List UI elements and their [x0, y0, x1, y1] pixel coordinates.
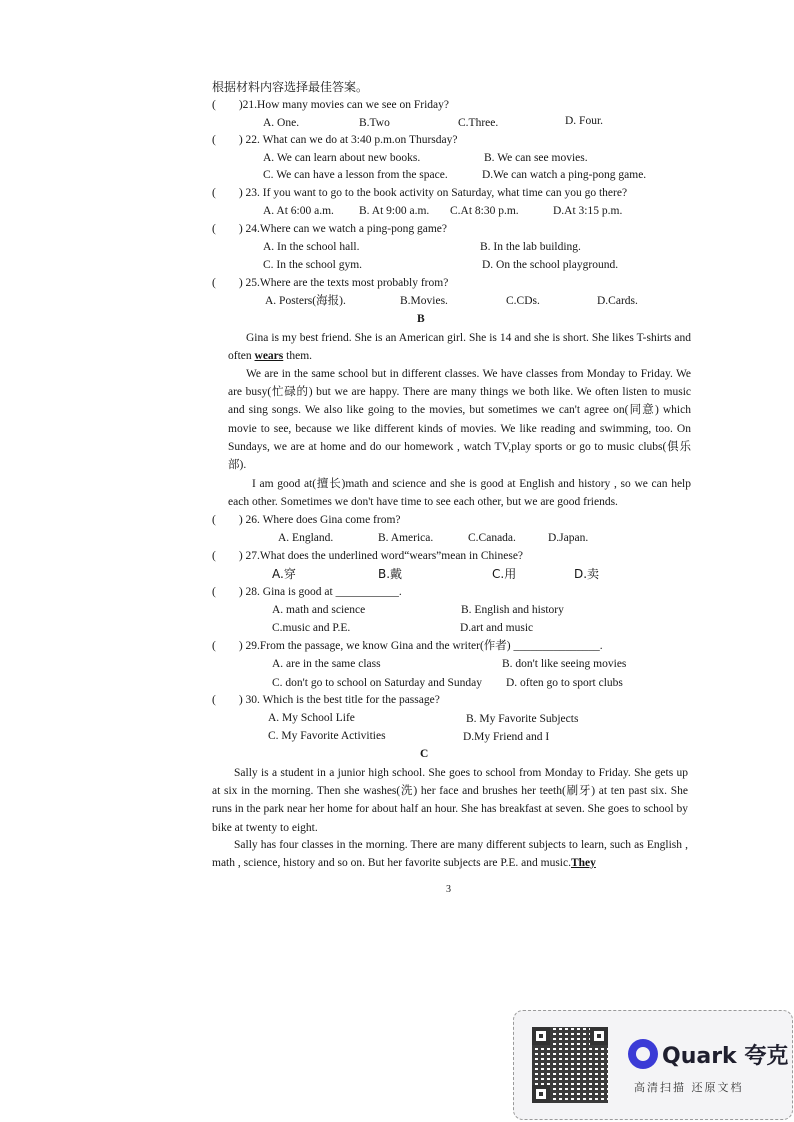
q28-option-d: D.art and music	[460, 622, 534, 634]
quark-watermark	[513, 1010, 793, 1120]
question-27-stem: ( ) 27.What does the underlined word“wears”mean in Chinese?	[212, 550, 524, 562]
underlined-word-they: They	[570, 857, 596, 870]
q28-option-a: A. math and science	[272, 604, 366, 616]
q25-option-d: D.Cards.	[597, 295, 638, 307]
q24-option-b: B. In the lab building.	[480, 241, 581, 253]
instruction-header: 根据材料内容选择最佳答案。	[212, 80, 369, 94]
q29-option-a: A. are in the same class	[272, 658, 381, 670]
q28-option-c: C.music and P.E.	[272, 622, 351, 634]
q25-option-b: B.Movies.	[400, 295, 448, 307]
q29-option-d: D. often go to sport clubs	[506, 677, 623, 689]
question-22-stem: ( ) 22. What can we do at 3:40 p.m.on Thursday?	[212, 134, 458, 146]
qr-code-icon	[532, 1027, 608, 1103]
q27-option-d: D.卖	[574, 567, 600, 581]
question-28-stem: ( ) 28. Gina is good at ___________.	[212, 586, 402, 598]
q22-option-b: B. We can see movies.	[484, 152, 588, 164]
passage-c-p2-text: Sally has four classes in the morning. There are many different subjects to learn, such as English , math , science, history and so on. But her favorite subjects are P.E. and music.	[212, 839, 688, 870]
q29-option-c: C. don't go to school on Saturday and Sunday	[272, 677, 483, 689]
section-c-heading: C	[420, 748, 429, 760]
question-21-stem: ( )21.How many movies can we see on Friday?	[212, 99, 449, 111]
q23-option-a: A. At 6:00 a.m.	[263, 205, 334, 217]
q26-option-d: D.Japan.	[548, 532, 589, 544]
q23-option-b: B. At 9:00 a.m.	[359, 205, 430, 217]
passage-c-paragraph-2	[212, 836, 688, 872]
passage-b-paragraph-2: We are in the same school but in different classes. We have classes from Monday to Friday. We are busy(忙碌的) but we are happy. There are many things we both like. We often listen to music and sing songs. We also like going to the movies, but sometimes we can't agree on(同意) which movie to see, because we like different kinds of movies. We like reading and swimming, too. On Sundays, we are at home and do our homework , watch TV,play sports or go to music clubs(俱乐部).	[228, 368, 691, 472]
q29-option-b: B. don't like seeing movies	[502, 658, 627, 670]
quark-logo-icon	[628, 1039, 658, 1069]
question-24-stem: ( ) 24.Where can we watch a ping-pong game?	[212, 223, 448, 235]
passage-b-paragraph-3: I am good at(擅长)math and science and she is good at English and history , so we can help each other. Sometimes we don't have time to see each other, but we are good friends.	[228, 478, 691, 509]
q30-option-b: B. My Favorite Subjects	[466, 713, 579, 725]
section-b-heading: B	[417, 313, 425, 325]
q25-option-a: A. Posters(海报).	[265, 295, 346, 307]
passage-b-p1-end: them.	[283, 350, 313, 363]
q22-option-a: A. We can learn about new books.	[263, 152, 421, 164]
question-30-stem: ( ) 30. Which is the best title for the passage?	[212, 694, 440, 706]
q24-option-d: D. On the school playground.	[482, 259, 619, 271]
passage-b-p1-text: Gina is my best friend. She is an American girl. She is 14 and she is short. She likes T-shirts and often	[228, 332, 691, 363]
q26-option-b: B. America.	[378, 532, 434, 544]
q30-option-d: D.My Friend and I	[463, 731, 550, 743]
quark-tagline: 高清扫描 还原文档	[634, 1081, 744, 1094]
q28-option-b: B. English and history	[461, 604, 564, 616]
q30-option-a: A. My School Life	[268, 712, 355, 724]
q27-option-a: A.穿	[272, 567, 296, 581]
q21-option-b: B.Two	[359, 117, 390, 129]
underlined-word-wears: wears	[254, 350, 284, 363]
q26-option-a: A. England.	[278, 532, 334, 544]
question-25-stem: ( ) 25.Where are the texts most probably from?	[212, 277, 449, 289]
quark-brand-name: Quark 夸克	[662, 1044, 789, 1069]
q24-option-a: A. In the school hall.	[263, 241, 360, 253]
q26-option-c: C.Canada.	[468, 532, 516, 544]
page-number: 3	[446, 884, 451, 895]
question-29-stem: ( ) 29.From the passage, we know Gina and the writer(作者) _______________.	[212, 640, 603, 652]
q25-option-c: C.CDs.	[506, 295, 540, 307]
q27-option-c: C.用	[492, 567, 517, 581]
q22-option-c: C. We can have a lesson from the space.	[263, 169, 448, 181]
passage-c-paragraph-1: Sally is a student in a junior high school. She goes to school from Monday to Friday. She gets up at six in the morning. Then she washes(洗) her face and brushes her teeth(刷牙) at ten past six. She runs in the park near her home for about half an hour. She has breakfast at seven. She goes to school by bike at twenty to eight.	[212, 767, 688, 834]
q30-option-c: C. My Favorite Activities	[268, 730, 386, 742]
q27-option-b: B.戴	[378, 567, 403, 581]
q23-option-d: D.At 3:15 p.m.	[553, 205, 623, 217]
q22-option-d: D.We can watch a ping-pong game.	[482, 169, 647, 181]
passage-b-paragraph-1	[228, 329, 691, 365]
q21-option-c: C.Three.	[458, 117, 499, 129]
q21-option-d: D. Four.	[565, 115, 604, 127]
question-23-stem: ( ) 23. If you want to go to the book activity on Saturday, what time can you go there?	[212, 187, 628, 199]
q23-option-c: C.At 8:30 p.m.	[450, 205, 519, 217]
question-26-stem: ( ) 26. Where does Gina come from?	[212, 514, 401, 526]
q21-option-a: A. One.	[263, 117, 300, 129]
q24-option-c: C. In the school gym.	[263, 259, 363, 271]
